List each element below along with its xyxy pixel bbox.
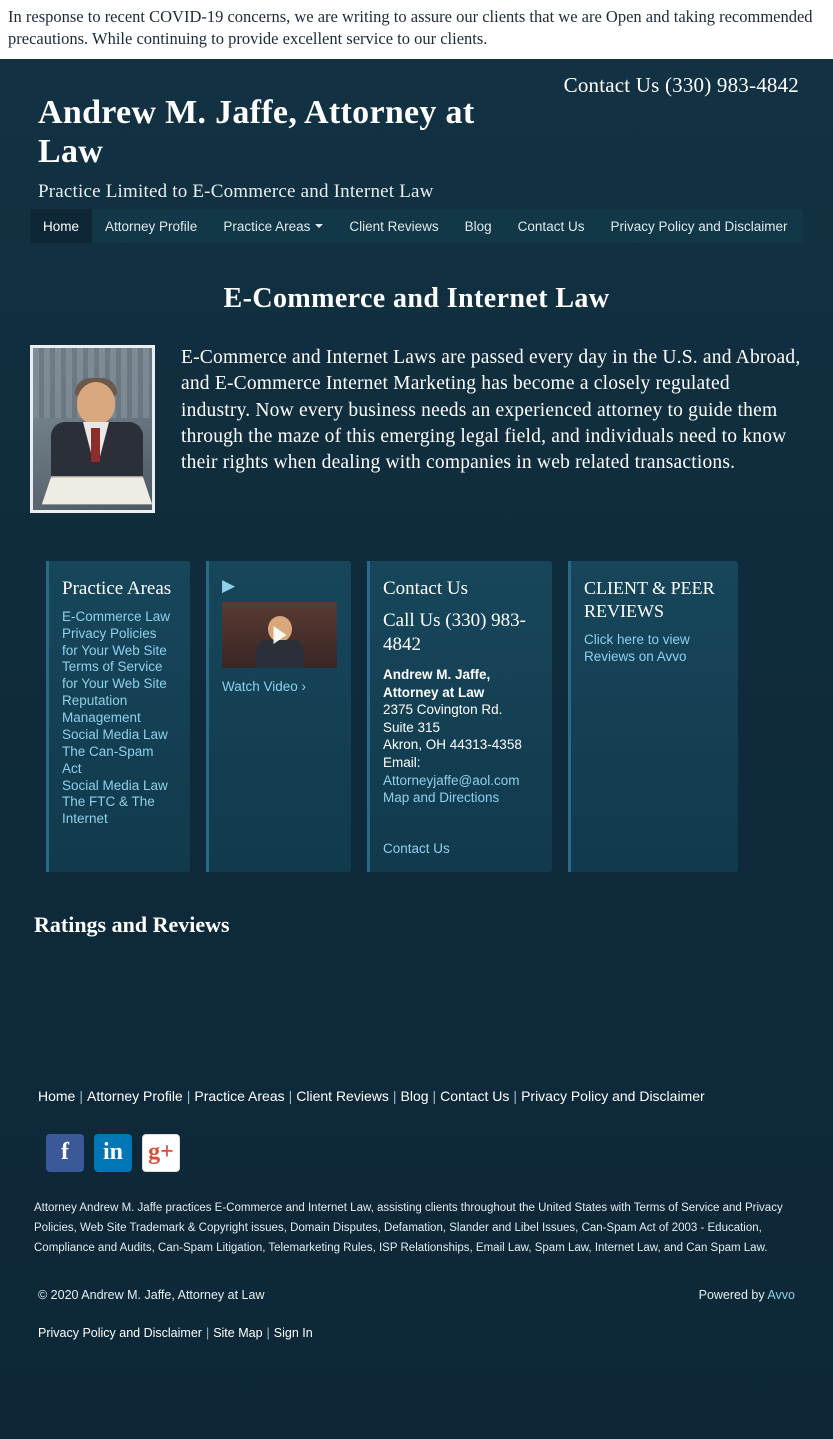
footer-nav-practice-areas[interactable]: Practice Areas bbox=[194, 1087, 285, 1104]
play-icon bbox=[273, 626, 286, 644]
nav-item-practice-areas-label: Practice Areas bbox=[223, 218, 311, 234]
contact-city-state-zip: Akron, OH 44313-4358 bbox=[383, 737, 522, 753]
card-practice-areas bbox=[46, 561, 190, 872]
ratings-widget-placeholder bbox=[0, 938, 833, 1088]
copyright-text: © 2020 Andrew M. Jaffe, Attorney at Law bbox=[38, 1288, 265, 1302]
powered-by bbox=[699, 1288, 795, 1302]
practice-area-link[interactable]: The FTC & The Internet bbox=[62, 794, 155, 827]
practice-area-link[interactable]: Privacy Policies for Your Web Site bbox=[62, 625, 167, 658]
contact-address bbox=[383, 666, 538, 806]
google-plus-glyph: g+ bbox=[148, 1139, 174, 1166]
ratings-and-reviews-heading: Ratings and Reviews bbox=[34, 911, 230, 937]
contact-street: 2375 Covington Rd. bbox=[383, 702, 503, 718]
covid-banner bbox=[0, 0, 833, 59]
nav-item-attorney-profile[interactable]: Attorney Profile bbox=[105, 218, 198, 234]
google-plus-icon[interactable] bbox=[142, 1134, 180, 1172]
call-us-phone[interactable]: Call Us (330) 983-4842 bbox=[383, 609, 527, 655]
legal-site-map-link[interactable]: Site Map bbox=[213, 1326, 263, 1340]
legal-sign-in-link[interactable]: Sign In bbox=[273, 1326, 313, 1340]
facebook-icon[interactable] bbox=[46, 1134, 84, 1172]
footer-nav-contact-us[interactable]: Contact Us bbox=[440, 1087, 510, 1104]
nav-item-client-reviews[interactable]: Client Reviews bbox=[349, 218, 439, 234]
nav-item-home[interactable]: Home bbox=[30, 209, 92, 243]
legal-links-row: Privacy Policy and Disclaimer | Site Map | Sign In bbox=[38, 1326, 313, 1340]
hero-section bbox=[30, 345, 803, 513]
footer-nav-client-reviews[interactable]: Client Reviews bbox=[296, 1087, 389, 1104]
practice-area-link[interactable]: Reputation Management bbox=[62, 693, 141, 725]
legal-privacy-policy-link[interactable]: Privacy Policy and Disclaimer bbox=[38, 1326, 202, 1340]
video-thumbnail[interactable] bbox=[222, 602, 337, 668]
card-contact-us bbox=[367, 561, 552, 872]
nav-item-practice-areas[interactable] bbox=[210, 209, 336, 243]
contact-name: Andrew M. Jaffe, Attorney at Law bbox=[383, 667, 491, 700]
nav-item-blog[interactable]: Blog bbox=[464, 218, 492, 234]
hero-body-text: E-Commerce and Internet Laws are passed every day in the U.S. and Abroad, and E-Commerce Internet Marketing has become a closely regulated industry. Now every business needs an experienced attorney to guide them through the maze of this emerging legal field, and individuals need to know their rights when dealing with companies in web related transactions. bbox=[181, 347, 801, 474]
play-circle-icon: ▶ bbox=[222, 576, 236, 595]
nav-item-contact-us[interactable]: Contact Us bbox=[517, 218, 585, 234]
footer-nav-home[interactable]: Home bbox=[38, 1087, 76, 1104]
contact-email-link[interactable]: Attorneyjaffe@aol.com bbox=[383, 772, 520, 788]
practice-area-link[interactable]: E-Commerce Law bbox=[62, 608, 171, 624]
page-title: Andrew M. Jaffe, Attorney at Law bbox=[38, 94, 475, 171]
map-and-directions-link[interactable]: Map and Directions bbox=[383, 790, 500, 806]
practice-area-link[interactable]: Social Media Law bbox=[62, 777, 168, 793]
practice-area-link[interactable]: The Can-Spam Act bbox=[62, 743, 154, 776]
nav-item-privacy-policy[interactable]: Privacy Policy and Disclaimer bbox=[610, 218, 788, 234]
footer-seo-text: Attorney Andrew M. Jaffe practices E-Commerce and Internet Law, assisting clients throughout the United States with Terms of Service and Privacy Policies, Web Site Trademark & Copyright issues, Domain Disputes, Defamation, Slander and Libel Issues, Can-Spam Act of 2003 - Education, Compliance and Audits, Can-Spam Litigation, Telemarketing Rules, ISP Relationships, Email Law, Spam Law, Internet Law, and Can Spam Law. bbox=[34, 1201, 783, 1254]
contact-suite: Suite 315 bbox=[383, 719, 441, 735]
attorney-portrait-image bbox=[30, 345, 155, 513]
linkedin-glyph: in bbox=[102, 1139, 123, 1166]
practice-area-link[interactable]: Social Media Law bbox=[62, 726, 168, 742]
social-links bbox=[46, 1134, 833, 1172]
practice-areas-link-list bbox=[62, 609, 176, 828]
card-reviews-title: CLIENT & PEER REVIEWS bbox=[584, 578, 715, 622]
card-contact-title: Contact Us bbox=[383, 578, 468, 599]
card-video bbox=[206, 561, 351, 872]
footer-nav-privacy-policy[interactable]: Privacy Policy and Disclaimer bbox=[521, 1087, 705, 1104]
footer-nav: Home | Attorney Profile | Practice Areas | Client Reviews | Blog | Contact Us | Privacy Policy and Disclaimer bbox=[38, 1087, 705, 1104]
powered-by-label: Powered by bbox=[698, 1288, 765, 1302]
card-client-peer-reviews bbox=[568, 561, 738, 872]
header-phone[interactable]: Contact Us (330) 983-4842 bbox=[563, 73, 799, 97]
chevron-down-icon bbox=[315, 224, 323, 228]
practice-area-link[interactable]: Terms of Service for Your Web Site bbox=[62, 659, 167, 692]
avvo-reviews-link[interactable]: Click here to view Reviews on Avvo bbox=[584, 631, 690, 664]
copyright-row bbox=[38, 1288, 795, 1302]
site-tagline: Practice Limited to E-Commerce and Internet Law bbox=[38, 181, 434, 203]
site-header bbox=[0, 59, 833, 209]
card-practice-areas-title: Practice Areas bbox=[62, 578, 172, 599]
footer-nav-attorney-profile[interactable]: Attorney Profile bbox=[87, 1087, 183, 1104]
covid-banner-text: In response to recent COVID-19 concerns, we are writing to assure our clients that we are Open and taking recommended precautions. While continuing to provide excellent service to our clients. bbox=[8, 7, 813, 49]
watch-video-link[interactable]: Watch Video › bbox=[222, 679, 307, 694]
hero-title: E-Commerce and Internet Law bbox=[223, 283, 610, 314]
footer-nav-blog[interactable]: Blog bbox=[400, 1087, 429, 1104]
contact-us-link[interactable]: Contact Us bbox=[383, 840, 450, 856]
main-nav bbox=[30, 209, 803, 243]
facebook-glyph: f bbox=[61, 1139, 69, 1166]
card-row bbox=[46, 561, 795, 872]
avvo-link[interactable]: Avvo bbox=[767, 1288, 795, 1302]
contact-email-label: Email: bbox=[383, 754, 421, 770]
linkedin-icon[interactable] bbox=[94, 1134, 132, 1172]
